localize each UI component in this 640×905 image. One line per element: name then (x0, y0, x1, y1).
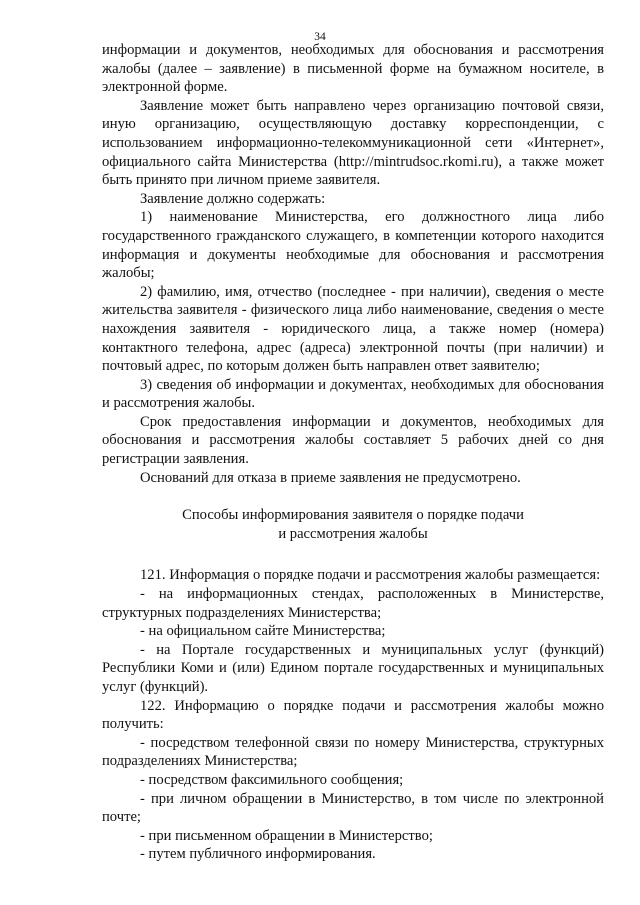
section-heading-line2: и рассмотрения жалобы (278, 525, 428, 542)
list-item: - на Портале государственных и муниципальных услуг (функций) Республики Коми и (или) Едином портале государственных и муниципальных услуг (функций). (102, 641, 604, 695)
list-item: - на информационных стендах, расположенных в Министерстве, структурных подразделениях Министерства; (102, 586, 604, 621)
list-item: 3) сведения об информации и документах, необходимых для обоснования и рассмотрения жалобы. (102, 376, 604, 412)
spacer (102, 543, 604, 566)
list-item: - посредством телефонной связи по номеру Министерства, структурных подразделениях Министерства; (102, 734, 604, 770)
list-item: - на официальном сайте Министерства; (140, 623, 386, 640)
paragraph: 122. Информацию о порядке подачи и рассмотрения жалобы можно получить: (102, 697, 604, 733)
document-body (102, 41, 604, 864)
paragraph: Срок предоставления информации и документов, необходимых для обоснования и рассмотрения жалобы составляет 5 рабочих дней со дня регистрации заявления. (102, 413, 604, 468)
paragraph: Заявление должно содержать: (140, 190, 326, 207)
section-heading (102, 506, 604, 543)
list-item: - путем публичного информирования. (140, 846, 376, 863)
list-item: 1) наименование Министерства, его должностного лица либо государственного гражданского служащего, в компетенции которого находится информация и документы необходимые для обоснования и рассмотрения жалобы; (102, 209, 604, 282)
spacer (102, 487, 604, 506)
list-item: 2) фамилию, имя, отчество (последнее - при наличии), сведения о месте жительства заявителя - физического лица либо наименование, сведения о месте нахождения заявителя - юридического лица, а также номер (номера) контактного телефона, адрес (адреса) электронной почты (при наличии) и почтовый адрес, по которым должен быть направлен ответ заявителю; (102, 283, 604, 375)
section-heading-line1: Способы информирования заявителя о порядке подачи (182, 507, 524, 524)
paragraph: 121. Информация о порядке подачи и рассмотрения жалобы размещается: (140, 567, 601, 584)
paragraph: Заявление может быть направлено через организацию почтовой связи, иную организацию, осуществляющую доставку корреспонденции, с использованием информационно-телекоммуникационной сети «Интернет», официального сайта Министерства (http://mintrudsoc.rkomi.ru), а также может быть принято при личном приеме заявителя. (102, 97, 604, 189)
paragraph: Оснований для отказа в приеме заявления не предусмотрено. (140, 469, 521, 486)
page-number: 34 (314, 31, 326, 43)
paragraph: информации и документов, необходимых для обоснования и рассмотрения жалобы (далее – заявление) в письменной форме на бумажном носителе, в электронной форме. (102, 42, 604, 96)
list-item: - посредством факсимильного сообщения; (140, 771, 404, 788)
list-item: - при личном обращении в Министерство, в том числе по электронной почте; (102, 790, 604, 826)
list-item: - при письменном обращении в Министерство; (140, 827, 433, 844)
